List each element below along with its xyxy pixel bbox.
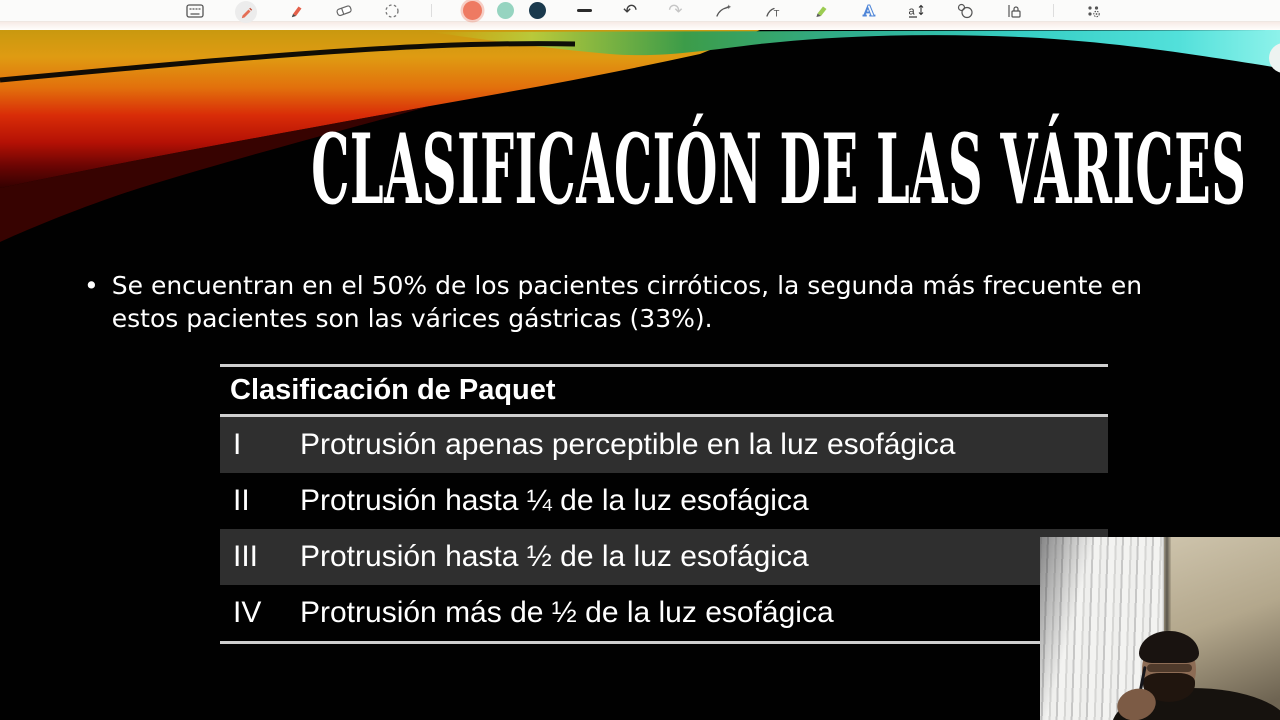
more-options-icon[interactable] [1085, 1, 1103, 21]
eraser-tool-icon[interactable] [335, 1, 353, 21]
table-header: Clasificación de Paquet [220, 367, 1108, 417]
toolbar-divider [431, 4, 432, 17]
annotation-toolbar [0, 0, 1280, 22]
highlighter-icon[interactable] [813, 1, 830, 21]
undo-icon[interactable]: ↶ [623, 0, 638, 21]
bullet-text: Se encuentran en el 50% de los pacientes cirróticos, la segunda más frecuente en estos pacientes son las várices gástricas (33%). [111, 271, 1143, 333]
table-row [220, 585, 1108, 641]
color-swatch-teal[interactable] [497, 2, 514, 19]
color-swatch-navy[interactable] [529, 2, 546, 19]
pencil-tool-icon[interactable] [235, 1, 257, 23]
table-row [220, 417, 1108, 473]
bullet-marker: • [84, 271, 99, 300]
word-art-icon[interactable] [861, 1, 877, 21]
grade-cell: I [233, 428, 242, 461]
color-swatch-coral[interactable] [463, 1, 482, 20]
svg-text:a: a [908, 5, 915, 18]
description-cell: Protrusión más de ½ de la luz esofágica [300, 596, 834, 629]
presenter-webcam [1040, 537, 1280, 720]
grade-cell: II [233, 484, 250, 517]
toolbar-divider [1053, 4, 1054, 17]
touch-keyboard-icon[interactable] [186, 1, 204, 21]
ink-to-shape-icon[interactable] [714, 1, 733, 21]
bullet-paragraph [84, 270, 1214, 335]
grade-cell: III [233, 540, 259, 573]
redo-icon[interactable]: ↷ [668, 0, 683, 21]
svg-text:T: T [773, 8, 779, 19]
description-cell: Protrusión apenas perceptible en la luz esofágica [300, 428, 956, 461]
lock-icon[interactable] [1006, 1, 1022, 21]
svg-text:A: A [862, 2, 875, 19]
presenter-eyes-shadow [1147, 664, 1192, 672]
color-swatch-group [463, 1, 546, 20]
slide-top-margin [0, 22, 1280, 30]
slide-title: CLASIFICACIÓN DE LAS VÁRICES [310, 113, 1246, 226]
table-row [220, 529, 1108, 585]
stroke-thickness-icon[interactable] [577, 1, 592, 21]
paquet-classification-table [220, 364, 1108, 644]
grade-cell: IV [233, 596, 262, 629]
shapes-icon[interactable] [957, 1, 975, 21]
table-row [220, 473, 1108, 529]
description-cell: Protrusión hasta ½ de la luz esofágica [300, 540, 809, 573]
lasso-select-icon[interactable] [384, 1, 400, 21]
marker-tool-icon[interactable] [288, 1, 304, 21]
ink-to-text-icon[interactable] [764, 1, 782, 21]
description-cell: Protrusión hasta ¼ de la luz esofágica [300, 484, 809, 517]
text-size-icon[interactable] [908, 1, 926, 21]
